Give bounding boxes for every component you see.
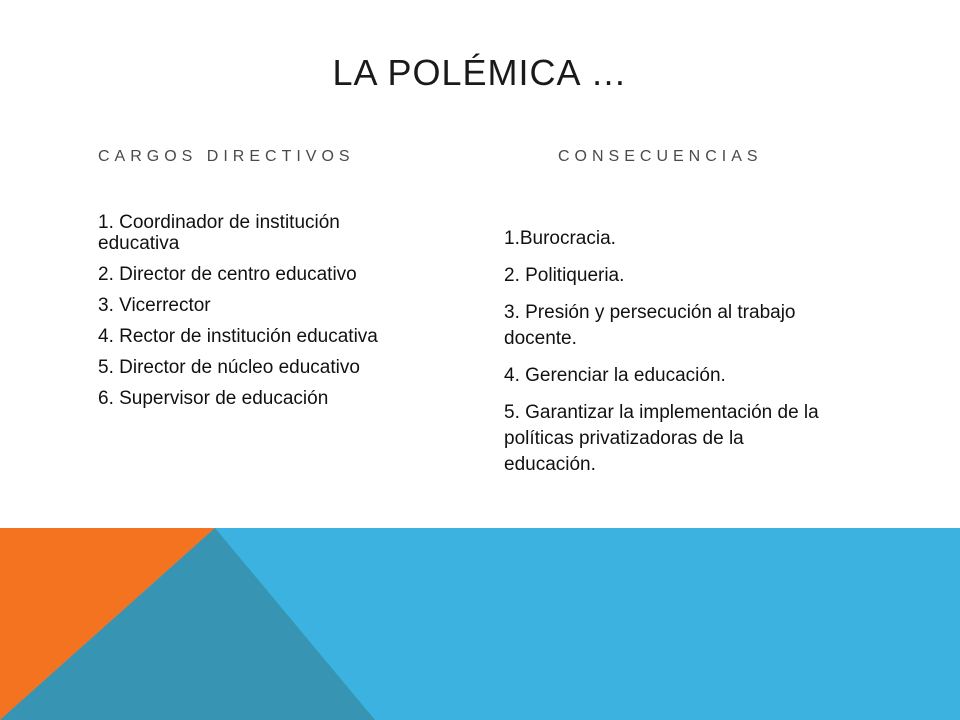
list-item: 4. Rector de institución educativa	[98, 326, 378, 347]
cargos-directivos-heading: CARGOS DIRECTIVOS	[98, 148, 355, 165]
list-item: 2. Director de centro educativo	[98, 264, 357, 285]
consecuencias-heading: CONSECUENCIAS	[558, 148, 763, 165]
decorative-footer-band	[0, 528, 960, 720]
list-item: 4. Gerenciar la educación.	[504, 365, 726, 386]
list-item: 3. Vicerrector	[98, 295, 211, 316]
list-item: 5. Garantizar la implementación de la políticas privatizadoras de la educación.	[504, 402, 819, 475]
list-item: 3. Presión y persecución al trabajo docente.	[504, 302, 796, 349]
list-item: 1. Coordinador de institución educativa	[98, 212, 340, 254]
list-item: 1.Burocracia.	[504, 228, 616, 249]
list-item: 5. Director de núcleo educativo	[98, 357, 360, 378]
list-item: 2. Politiqueria.	[504, 265, 625, 286]
slide-title: LA POLÉMICA …	[332, 52, 628, 93]
consecuencias-list	[504, 226, 826, 489]
list-item: 6. Supervisor de educación	[98, 388, 329, 409]
cargos-list	[98, 212, 418, 419]
